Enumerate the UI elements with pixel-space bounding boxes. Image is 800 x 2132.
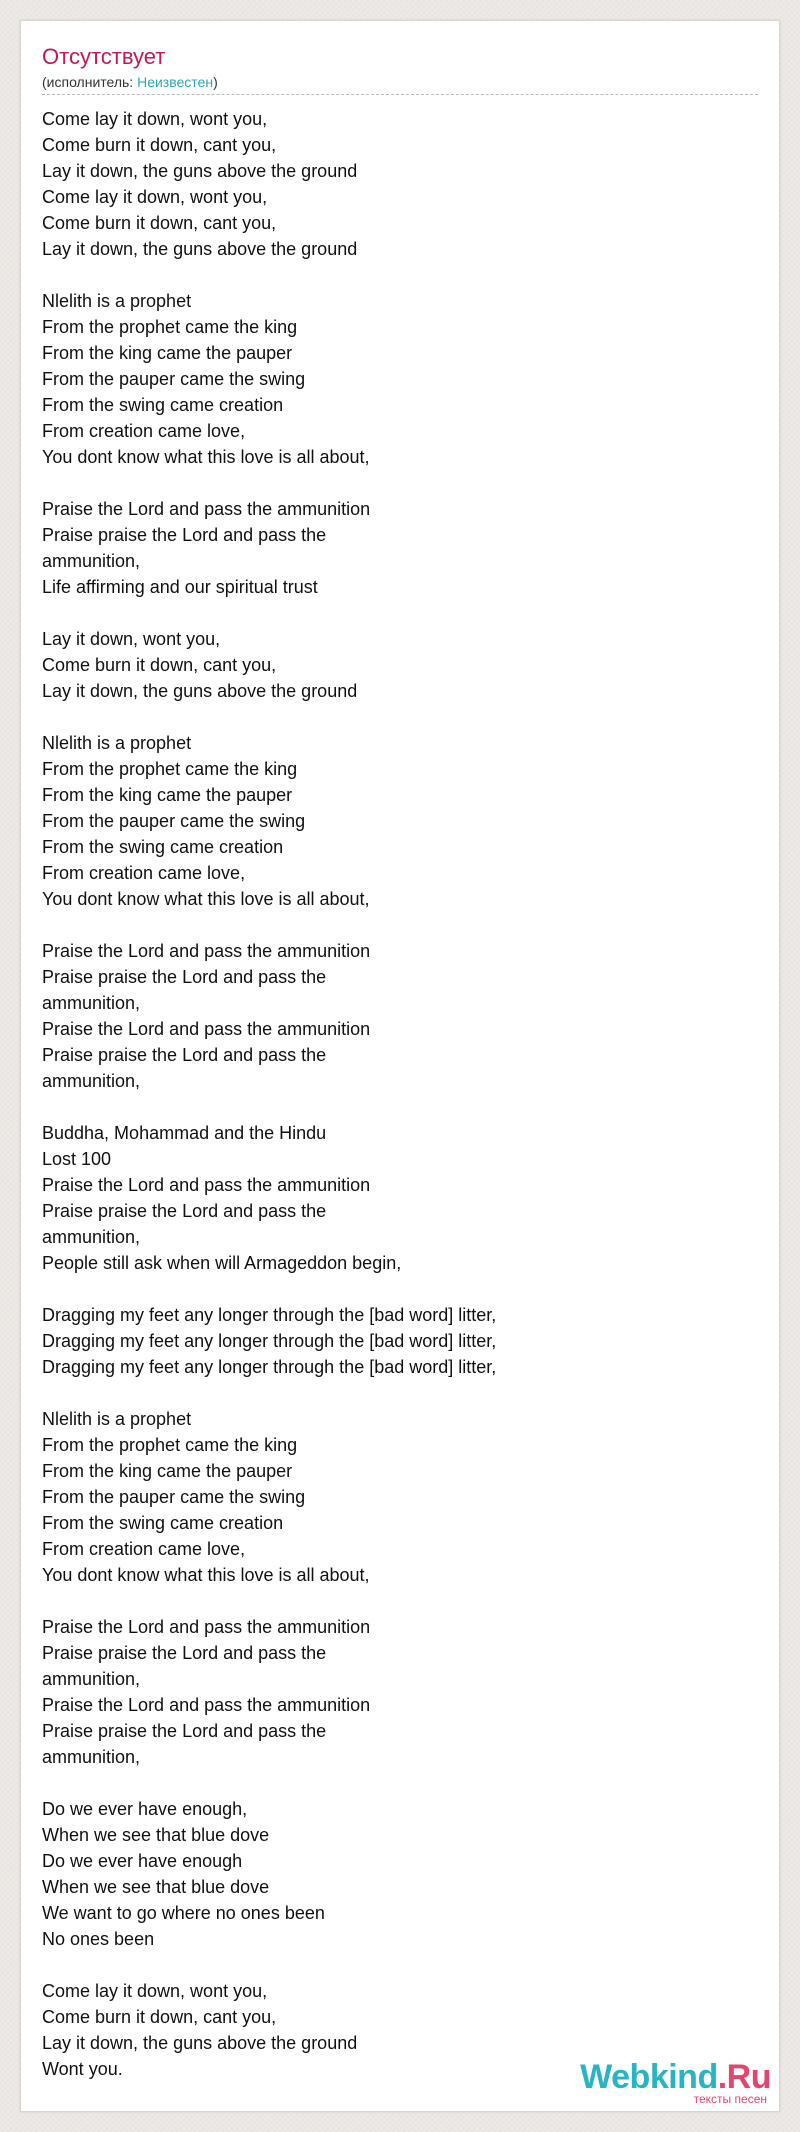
lyric-line: When we see that blue dove bbox=[42, 1877, 270, 1897]
lyric-line: Come lay it down, wont you, bbox=[42, 187, 268, 207]
logo-brand: Webkind bbox=[580, 2058, 718, 2096]
lyric-line: Praise the Lord and pass the ammunition bbox=[42, 1019, 371, 1039]
lyric-line: From the pauper came the swing bbox=[42, 1487, 306, 1507]
lyric-line: From the king came the pauper bbox=[42, 343, 293, 363]
lyric-line: From the pauper came the swing bbox=[42, 811, 306, 831]
lyrics-body bbox=[42, 106, 758, 2108]
lyric-line: ammunition, bbox=[42, 1227, 141, 1247]
artist-suffix: ) bbox=[213, 74, 218, 90]
lyric-line: Praise praise the Lord and pass the bbox=[42, 1643, 327, 1663]
lyric-line: ammunition, bbox=[42, 1669, 141, 1689]
lyric-line: Come lay it down, wont you, bbox=[42, 109, 268, 129]
lyric-line: Praise the Lord and pass the ammunition bbox=[42, 1695, 371, 1715]
lyric-line: Lay it down, the guns above the ground bbox=[42, 681, 358, 701]
lyric-line: From creation came love, bbox=[42, 421, 246, 441]
lyric-line: Lay it down, the guns above the ground bbox=[42, 239, 358, 259]
song-title: Отсутствует bbox=[42, 44, 166, 69]
lyrics-stanza bbox=[42, 1302, 758, 1380]
lyric-line: From the king came the pauper bbox=[42, 785, 293, 805]
lyric-line: Dragging my feet any longer through the [bad word] litter, bbox=[42, 1331, 497, 1351]
lyric-line: Come lay it down, wont you, bbox=[42, 1981, 268, 2001]
artist-link[interactable]: Неизвестен bbox=[137, 74, 214, 90]
lyric-line: From creation came love, bbox=[42, 1539, 246, 1559]
lyric-line: Do we ever have enough, bbox=[42, 1799, 248, 1819]
logo-tagline: тексты песен bbox=[693, 2092, 767, 2106]
lyrics-stanza bbox=[42, 288, 758, 470]
lyric-line: Lay it down, the guns above the ground bbox=[42, 2033, 358, 2053]
lyric-line: People still ask when will Armageddon begin, bbox=[42, 1253, 402, 1273]
lyric-line: Praise praise the Lord and pass the bbox=[42, 525, 327, 545]
lyric-line: You dont know what this love is all about, bbox=[42, 889, 370, 909]
lyrics-stanza bbox=[42, 1406, 758, 1588]
lyric-line: ammunition, bbox=[42, 993, 141, 1013]
lyric-line: Praise the Lord and pass the ammunition bbox=[42, 941, 371, 961]
lyric-line: From the pauper came the swing bbox=[42, 369, 306, 389]
lyric-line: Dragging my feet any longer through the [bad word] litter, bbox=[42, 1305, 497, 1325]
lyric-line: Buddha, Mohammad and the Hindu bbox=[42, 1123, 327, 1143]
artist-line bbox=[42, 73, 218, 91]
lyric-line: Praise the Lord and pass the ammunition bbox=[42, 1617, 371, 1637]
lyric-line: You dont know what this love is all about, bbox=[42, 1565, 370, 1585]
lyric-line: ammunition, bbox=[42, 551, 141, 571]
lyric-line: From the prophet came the king bbox=[42, 317, 298, 337]
lyrics-stanza bbox=[42, 626, 758, 704]
lyric-line: From the swing came creation bbox=[42, 1513, 284, 1533]
lyric-line: Praise praise the Lord and pass the bbox=[42, 1201, 327, 1221]
lyric-line: Praise praise the Lord and pass the bbox=[42, 1721, 327, 1741]
lyric-line: Nlelith is a prophet bbox=[42, 1409, 192, 1429]
lyric-line: Lay it down, wont you, bbox=[42, 629, 221, 649]
lyrics-card bbox=[20, 20, 780, 2112]
lyric-line: When we see that blue dove bbox=[42, 1825, 270, 1845]
lyrics-stanza bbox=[42, 730, 758, 912]
lyric-line: Do we ever have enough bbox=[42, 1851, 243, 1871]
lyric-line: Lay it down, the guns above the ground bbox=[42, 161, 358, 181]
lyric-line: ammunition, bbox=[42, 1747, 141, 1767]
lyric-line: From the king came the pauper bbox=[42, 1461, 293, 1481]
lyric-line: From the swing came creation bbox=[42, 395, 284, 415]
lyric-line: We want to go where no ones been bbox=[42, 1903, 325, 1923]
site-logo[interactable] bbox=[580, 2059, 771, 2105]
lyrics-stanza bbox=[42, 106, 758, 262]
lyrics-stanza bbox=[42, 1796, 758, 1952]
lyric-line: From the prophet came the king bbox=[42, 1435, 298, 1455]
lyric-line: Come burn it down, cant you, bbox=[42, 2007, 277, 2027]
lyric-line: No ones been bbox=[42, 1929, 155, 1949]
lyric-line: Praise praise the Lord and pass the bbox=[42, 967, 327, 987]
title-divider bbox=[42, 94, 758, 95]
lyric-line: Life affirming and our spiritual trust bbox=[42, 577, 318, 597]
lyric-line: From creation came love, bbox=[42, 863, 246, 883]
lyric-line: Come burn it down, cant you, bbox=[42, 655, 277, 675]
lyric-line: ammunition, bbox=[42, 1071, 141, 1091]
lyric-line: Wont you. bbox=[42, 2059, 123, 2079]
artist-prefix: (исполнитель: bbox=[42, 74, 138, 90]
lyric-line: Come burn it down, cant you, bbox=[42, 213, 277, 233]
lyric-line: Nlelith is a prophet bbox=[42, 733, 192, 753]
lyric-line: Praise the Lord and pass the ammunition bbox=[42, 499, 371, 519]
lyric-line: From the swing came creation bbox=[42, 837, 284, 857]
lyric-line: Nlelith is a prophet bbox=[42, 291, 192, 311]
lyrics-stanza bbox=[42, 938, 758, 1094]
lyric-line: Dragging my feet any longer through the [bad word] litter, bbox=[42, 1357, 497, 1377]
lyric-line: Praise praise the Lord and pass the bbox=[42, 1045, 327, 1065]
lyric-line: Praise the Lord and pass the ammunition bbox=[42, 1175, 371, 1195]
lyric-line: You dont know what this love is all about, bbox=[42, 447, 370, 467]
lyrics-stanza bbox=[42, 1120, 758, 1276]
lyric-line: Lost 100 bbox=[42, 1149, 112, 1169]
lyrics-stanza bbox=[42, 1614, 758, 1770]
logo-wordmark bbox=[580, 2059, 771, 2095]
lyric-line: Come burn it down, cant you, bbox=[42, 135, 277, 155]
lyrics-stanza bbox=[42, 496, 758, 600]
logo-tld: .Ru bbox=[717, 2058, 771, 2096]
lyric-line: From the prophet came the king bbox=[42, 759, 298, 779]
